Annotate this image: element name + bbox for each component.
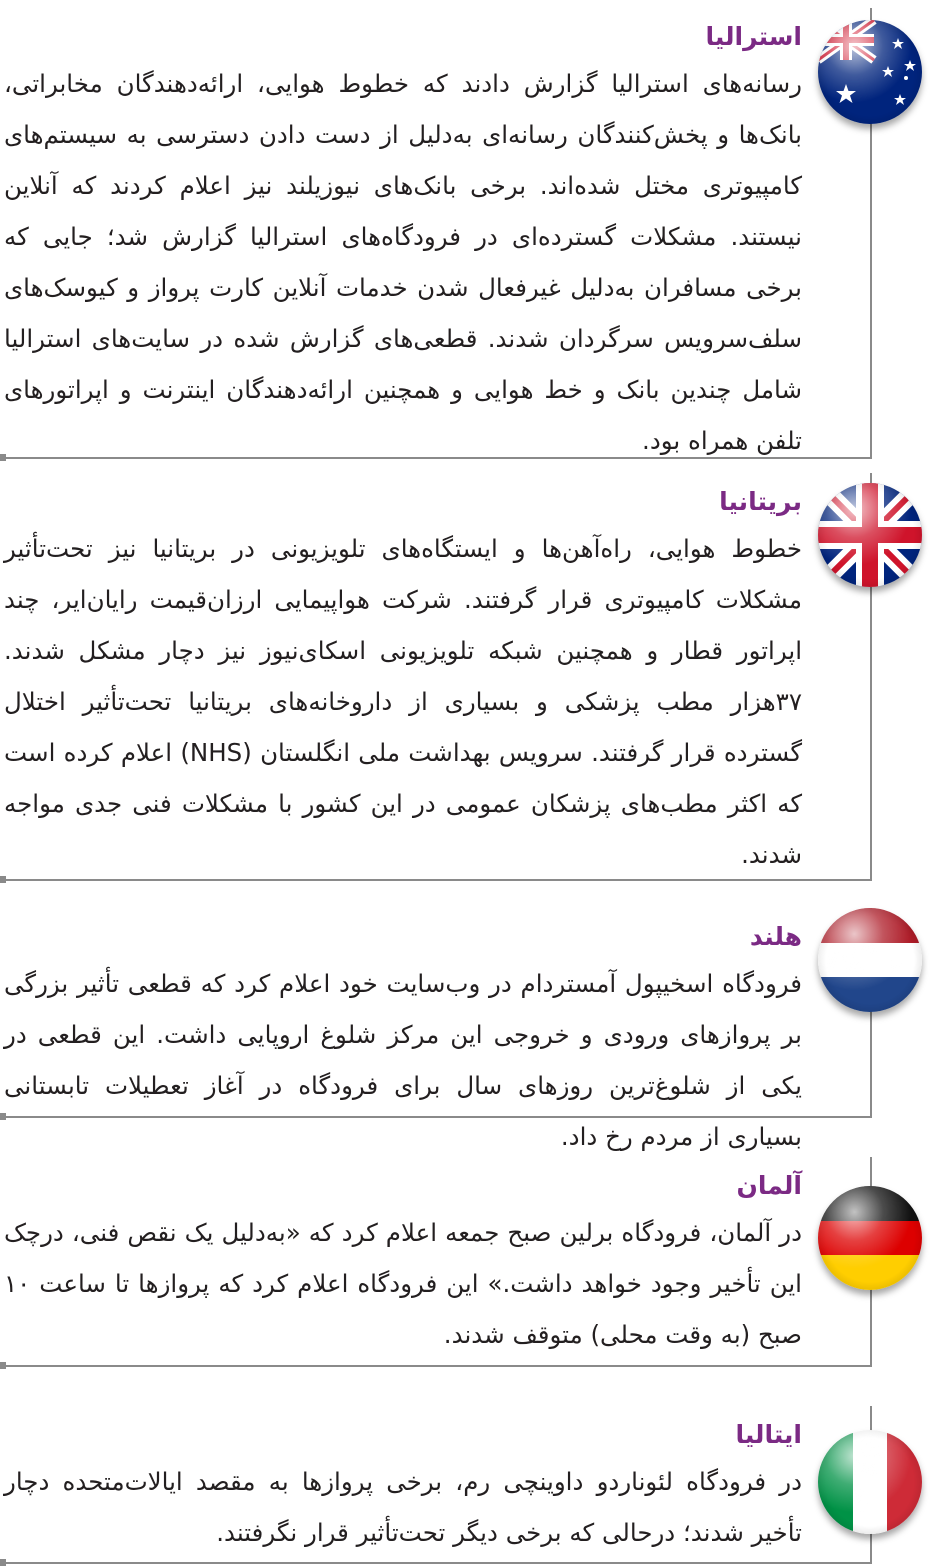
country-section-australia (0, 8, 952, 459)
country-title: هلند (749, 922, 802, 951)
country-title: ایتالیا (735, 1420, 802, 1449)
country-title: بریتانیا (719, 487, 802, 516)
country-section-germany (0, 1157, 952, 1367)
country-section-netherlands (0, 908, 952, 1151)
country-paragraph: خطوط هوایی، راه‌آهن‌ها و ایستگاه‌های تلویزیونی در بریتانیا نیز تحت‌تأثیر مشکلات کامپیوتری قرار گرفتند. شرکت هواپیمایی ارزان‌قیمت رایان‌ایر، چند اپراتور قطار و همچنین شبکه تلویزیونی اسکای‌نیوز نیز دچار مشکل شدند. ۳۷هزار مطب پزشکی و بسیاری از داروخانه‌های بریتانیا تحت‌تأثیر اختلال گسترده قرار گرفتند. سرویس بهداشت ملی انگلستان (NHS) اعلام کرده است که اکثر مطب‌های پزشکان عمومی در این کشور با مشکلات فنی جدی مواجه شدند. (4, 534, 802, 869)
italy-flag-icon (818, 1430, 922, 1534)
country-paragraph: در آلمان، فرودگاه برلین صبح جمعه اعلام کرد که «به‌دلیل یک نقص فنی، درچک این تأخیر وجود خواهد داشت.» این فرودگاه اعلام کرد که پروازها تا ساعت ۱۰ صبح (به وقت محلی) متوقف شدند. (4, 1218, 802, 1349)
country-title: آلمان (736, 1171, 802, 1200)
uk-flag-icon (818, 483, 922, 587)
country-section-italy (0, 1406, 952, 1564)
netherlands-flag-icon (818, 908, 922, 1012)
country-paragraph: رسانه‌های استرالیا گزارش دادند که خطوط هوایی، ارائه‌دهندگان مخابراتی، بانک‌ها و پخش‌کنندگان رسانه‌ای به‌دلیل از دست دادن دسترسی به سیستم‌های کامپیوتری مختل شده‌اند. برخی بانک‌های نیوزیلند نیز اعلام کردند که آنلاین نیستند. مشکلات گسترده‌ای در فرودگاه‌های استرالیا گزارش شد؛ جایی که برخی مسافران به‌دلیل غیرفعال شدن خدمات آنلاین کارت پرواز و کیوسک‌های سلف‌سرویس سرگردان شدند. قطعی‌های گزارش شده در سایت‌های استرالیا شامل چندین بانک و خط هوایی و همچنین ارائه‌دهندگان اینترنت و اپراتورهای تلفن همراه بود. (4, 69, 802, 455)
country-title: استرالیا (705, 22, 802, 51)
country-paragraph: در فرودگاه لئوناردو داوینچی رم، برخی پروازها به مقصد ایالات‌متحده دچار تأخیر شدند؛ درحالی که برخی دیگر تحت‌تأثیر قرار نگرفتند. (4, 1467, 802, 1547)
country-section-uk (0, 473, 952, 881)
country-paragraph: فرودگاه اسخیپول آمستردام در وب‌سایت خود اعلام کرد که قطعی تأثیر بزرگی بر پروازهای ورودی و خروجی این مرکز شلوغ اروپایی داشت. این قطعی در یکی از شلوغ‌ترین روزهای سال برای فرودگاه در آغاز تعطیلات تابستانی بسیاری از مردم رخ داد. (4, 969, 802, 1151)
australia-flag-icon (818, 20, 922, 124)
germany-flag-icon (818, 1186, 922, 1290)
